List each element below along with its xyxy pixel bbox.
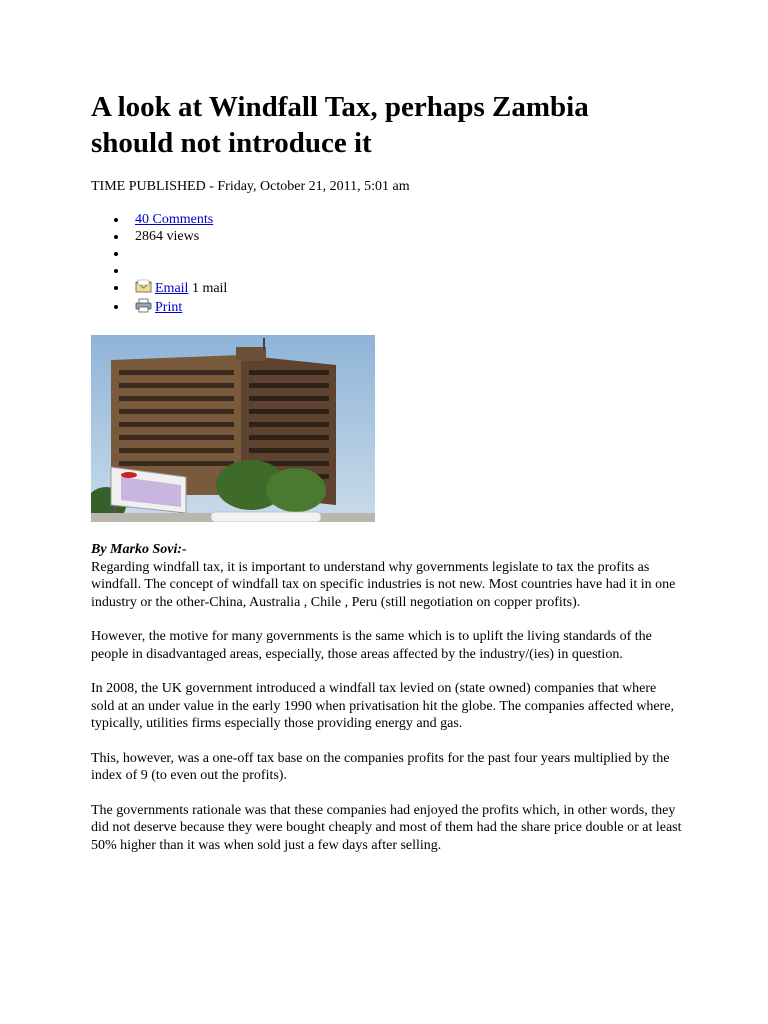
list-item bbox=[91, 279, 227, 298]
list-item bbox=[91, 211, 227, 228]
publish-date: TIME PUBLISHED - Friday, October 21, 2011, 5:01 am bbox=[91, 179, 410, 194]
email-envelope-icon[interactable] bbox=[135, 279, 152, 294]
email-count: 1 mail bbox=[188, 281, 228, 296]
article-paragraph: In 2008, the UK government introduced a windfall tax levied on (state owned) companies that where sold at an under value in the early 1990 when privatisation hit the globe. The companies affected where, typically, utilities firms especially those providing energy and gas. bbox=[91, 681, 675, 731]
byline: By Marko Sovi:- bbox=[91, 542, 187, 557]
list-item-empty bbox=[91, 245, 227, 262]
article-paragraph: Regarding windfall tax, it is important to understand why governments legislate to tax the profits as windfall. The concept of windfall tax on specific industries is not new. Most countries have had it in one industry or the other-China, Australia , Chile , Peru (still negotiation on copper profits). bbox=[91, 559, 676, 610]
views-count: 2864 views bbox=[135, 229, 200, 244]
article-body bbox=[91, 541, 683, 871]
article-paragraph: However, the motive for many governments is the same which is to uplift the living standards of the people in disadvantaged areas, especially, those areas affected by the industry/(ies) in question. bbox=[91, 629, 652, 662]
comments-link[interactable]: 40 Comments bbox=[135, 212, 214, 227]
article-meta-list bbox=[91, 211, 227, 317]
print-link[interactable]: Print bbox=[155, 300, 183, 315]
building-photo bbox=[91, 335, 375, 522]
article-paragraph: This, however, was a one-off tax base on the companies profits for the past four years multiplied by the index of 9 (to even out the profits). bbox=[91, 750, 670, 783]
printer-icon[interactable] bbox=[135, 298, 152, 313]
email-link[interactable]: Email bbox=[155, 281, 189, 296]
list-item bbox=[91, 228, 227, 245]
list-item bbox=[91, 298, 227, 317]
list-item-empty bbox=[91, 262, 227, 279]
article-paragraph: The governments rationale was that these companies had enjoyed the profits which, in other words, they did not deserve because they were bought cheaply and most of them had the share price double or at least 50% higher than it was when sold just a few days after selling. bbox=[91, 802, 682, 853]
article-title: A look at Windfall Tax, perhaps Zambia should not introduce it bbox=[91, 91, 589, 159]
